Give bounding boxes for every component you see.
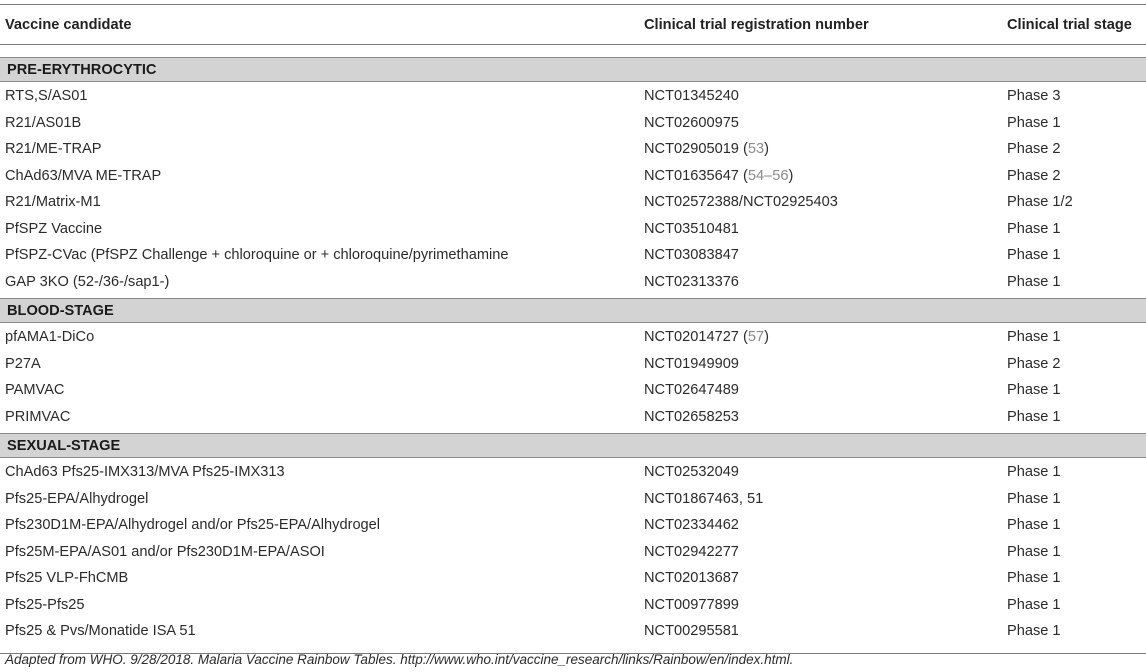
table-row xyxy=(0,242,1146,269)
ref-paren-close: ) xyxy=(788,167,794,184)
registration-number: NCT00295581 xyxy=(644,623,739,640)
header-vaccine-candidate: Vaccine candidate xyxy=(5,16,132,33)
cell-trial-stage: Phase 1 xyxy=(1007,623,1061,640)
table-footnote: Adapted from WHO. 9/28/2018. Malaria Vaccine Rainbow Tables. http://www.who.int/vaccine_research/links/Rainbow/en/index.html. xyxy=(5,652,794,667)
cell-trial-stage: Phase 1 xyxy=(1007,517,1061,534)
cell-registration xyxy=(644,88,1007,104)
header-registration-number: Clinical trial registration number xyxy=(644,16,869,33)
cell-registration xyxy=(644,274,1007,290)
registration-number: NCT00977899 xyxy=(644,596,739,613)
cell-registration xyxy=(644,194,1007,210)
table-row xyxy=(0,324,1146,351)
table-row xyxy=(0,351,1146,378)
table-row xyxy=(0,163,1146,190)
cell-vaccine-candidate: P27A xyxy=(5,355,41,372)
cell-trial-stage: Phase 2 xyxy=(1007,141,1061,158)
cell-registration xyxy=(644,409,1007,425)
cell-registration xyxy=(644,597,1007,613)
section-header: SEXUAL-STAGE xyxy=(0,433,1146,458)
cell-vaccine-candidate: Pfs230D1M-EPA/Alhydrogel and/or Pfs25-EPA/Alhydrogel xyxy=(5,517,381,534)
table-row xyxy=(0,216,1146,243)
reference-link[interactable]: 53 xyxy=(747,141,765,158)
cell-trial-stage: Phase 1 xyxy=(1007,329,1061,346)
cell-trial-stage: Phase 1/2 xyxy=(1007,194,1073,211)
cell-vaccine-candidate: Pfs25M-EPA/AS01 and/or Pfs230D1M-EPA/ASOI xyxy=(5,543,325,560)
cell-vaccine-candidate: R21/ME-TRAP xyxy=(5,141,102,158)
table-row xyxy=(0,269,1146,296)
cell-vaccine-candidate: PAMVAC xyxy=(5,382,65,399)
cell-trial-stage: Phase 1 xyxy=(1007,382,1061,399)
table-row xyxy=(0,459,1146,486)
cell-vaccine-candidate: PfSPZ Vaccine xyxy=(5,220,103,237)
cell-trial-stage: Phase 1 xyxy=(1007,247,1061,264)
cell-trial-stage: Phase 1 xyxy=(1007,114,1061,131)
cell-registration xyxy=(644,464,1007,480)
table-row xyxy=(0,189,1146,216)
cell-trial-stage: Phase 1 xyxy=(1007,408,1061,425)
cell-vaccine-candidate: ChAd63/MVA ME-TRAP xyxy=(5,167,162,184)
registration-number: NCT02905019 xyxy=(644,141,739,158)
table-row xyxy=(0,539,1146,566)
cell-vaccine-candidate: Pfs25-Pfs25 xyxy=(5,596,85,613)
table-row xyxy=(0,486,1146,513)
cell-trial-stage: Phase 1 xyxy=(1007,273,1061,290)
registration-number: NCT02658253 xyxy=(644,408,739,425)
cell-registration xyxy=(644,623,1007,639)
table-row xyxy=(0,110,1146,137)
registration-number: NCT02647489 xyxy=(644,382,739,399)
cell-registration xyxy=(644,221,1007,237)
section-header: BLOOD-STAGE xyxy=(0,298,1146,323)
cell-trial-stage: Phase 1 xyxy=(1007,220,1061,237)
cell-trial-stage: Phase 1 xyxy=(1007,596,1061,613)
registration-number: NCT01345240 xyxy=(644,88,739,105)
table-row xyxy=(0,136,1146,163)
table-row xyxy=(0,618,1146,645)
table-body xyxy=(0,57,1146,645)
cell-trial-stage: Phase 1 xyxy=(1007,490,1061,507)
cell-vaccine-candidate: PfSPZ-CVac (PfSPZ Challenge + chloroquine or + chloroquine/pyrimethamine xyxy=(5,247,509,264)
cell-registration xyxy=(644,491,1007,507)
cell-trial-stage: Phase 3 xyxy=(1007,88,1061,105)
cell-registration xyxy=(644,382,1007,398)
registration-number: NCT02572388/NCT02925403 xyxy=(644,194,838,211)
cell-trial-stage: Phase 1 xyxy=(1007,464,1061,481)
registration-number: NCT02942277 xyxy=(644,543,739,560)
table-row xyxy=(0,512,1146,539)
registration-number: NCT02313376 xyxy=(644,273,739,290)
cell-vaccine-candidate: Pfs25-EPA/Alhydrogel xyxy=(5,490,149,507)
ref-paren-open: ( xyxy=(738,141,748,158)
registration-number: NCT02600975 xyxy=(644,114,739,131)
cell-registration xyxy=(644,356,1007,372)
cell-registration xyxy=(644,141,1007,157)
cell-vaccine-candidate: GAP 3KO (52-/36-/sap1-) xyxy=(5,273,170,290)
registration-number: NCT01949909 xyxy=(644,355,739,372)
cell-registration xyxy=(644,544,1007,560)
registration-number: NCT02532049 xyxy=(644,464,739,481)
ref-paren-close: ) xyxy=(764,329,769,346)
vaccine-table xyxy=(0,4,1146,654)
registration-number: NCT01867463, 51 xyxy=(644,490,764,507)
ref-paren-open: ( xyxy=(738,167,748,184)
registration-number: NCT02014727 xyxy=(644,329,739,346)
cell-vaccine-candidate: pfAMA1-DiCo xyxy=(5,329,95,346)
cell-registration xyxy=(644,570,1007,586)
table-row xyxy=(0,565,1146,592)
cell-registration xyxy=(644,329,1007,345)
cell-vaccine-candidate: RTS,S/AS01 xyxy=(5,88,88,105)
table-header-row xyxy=(0,5,1146,45)
section-header: PRE-ERYTHROCYTIC xyxy=(0,57,1146,82)
cell-vaccine-candidate: R21/Matrix-M1 xyxy=(5,194,101,211)
cell-registration xyxy=(644,115,1007,131)
registration-number: NCT02013687 xyxy=(644,570,739,587)
cell-trial-stage: Phase 2 xyxy=(1007,167,1061,184)
registration-number: NCT01635647 xyxy=(644,167,739,184)
cell-vaccine-candidate: Pfs25 & Pvs/Monatide ISA 51 xyxy=(5,623,196,640)
cell-vaccine-candidate: Pfs25 VLP-FhCMB xyxy=(5,570,129,587)
table-row xyxy=(0,404,1146,431)
cell-registration xyxy=(644,168,1007,184)
table-row xyxy=(0,592,1146,619)
reference-link[interactable]: 54–56 xyxy=(747,167,789,184)
reference-link[interactable]: 57 xyxy=(747,329,765,346)
cell-trial-stage: Phase 1 xyxy=(1007,543,1061,560)
registration-number: NCT03510481 xyxy=(644,220,739,237)
cell-trial-stage: Phase 1 xyxy=(1007,570,1061,587)
cell-vaccine-candidate: R21/AS01B xyxy=(5,114,82,131)
cell-vaccine-candidate: PRIMVAC xyxy=(5,408,71,425)
registration-number: NCT02334462 xyxy=(644,517,739,534)
cell-registration xyxy=(644,517,1007,533)
ref-paren-close: ) xyxy=(764,141,769,158)
header-trial-stage: Clinical trial stage xyxy=(1007,16,1132,33)
table-row xyxy=(0,83,1146,110)
registration-number: NCT03083847 xyxy=(644,247,739,264)
cell-trial-stage: Phase 2 xyxy=(1007,355,1061,372)
cell-vaccine-candidate: ChAd63 Pfs25-IMX313/MVA Pfs25-IMX313 xyxy=(5,464,285,481)
ref-paren-open: ( xyxy=(738,329,748,346)
cell-registration xyxy=(644,247,1007,263)
table-row xyxy=(0,377,1146,404)
